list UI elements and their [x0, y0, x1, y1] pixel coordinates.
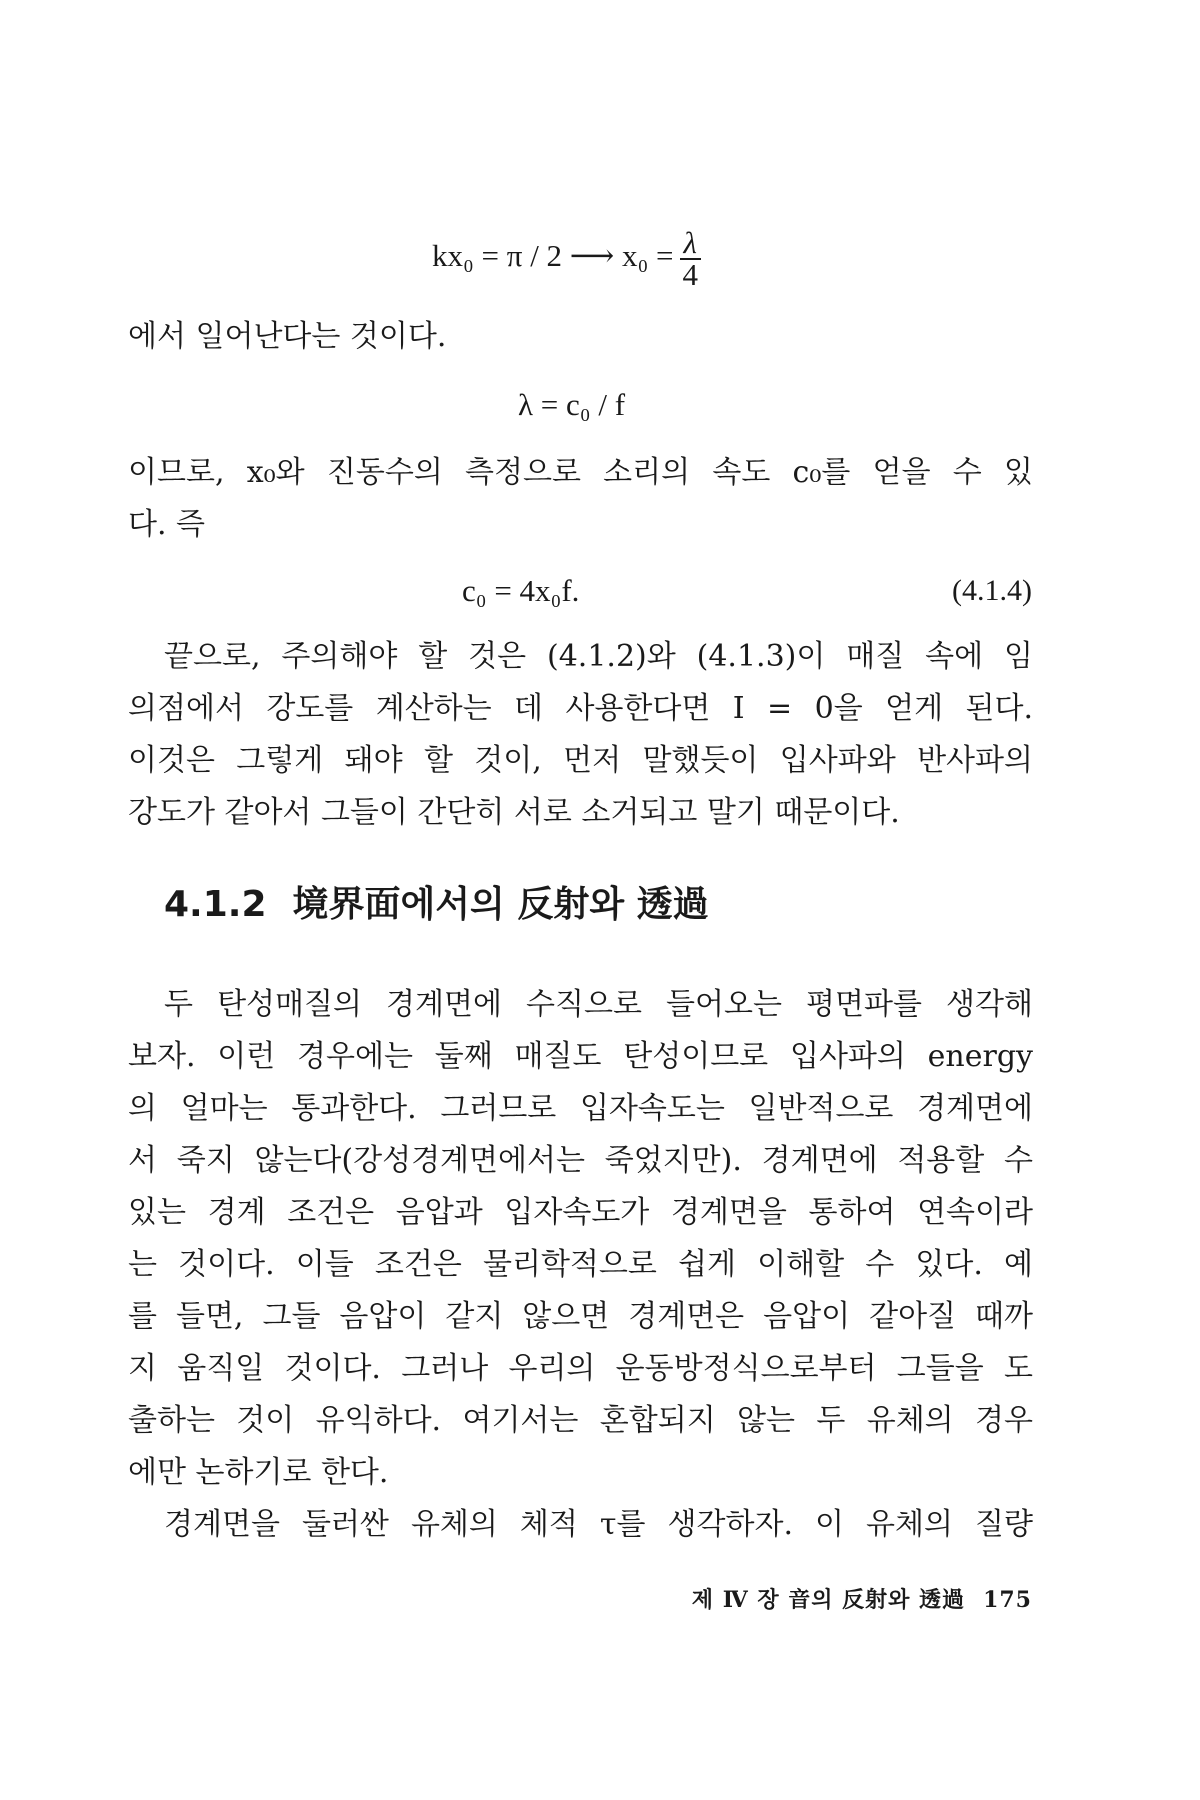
text-line: 이것은 그렇게 돼야 할 것이, 먼저 말했듯이 입사파와 반사파의 [128, 743, 1033, 778]
text-line: 에만 논하기로 한다. [128, 1455, 389, 1490]
equation-number: (4.1.4) [952, 574, 1032, 607]
text-line: 의점에서 강도를 계산하는 데 사용한다면 I = 0을 얻게 된다. [128, 691, 1033, 726]
text-line: 이므로, x₀와 진동수의 측정으로 소리의 속도 c₀를 얻을 수 있 [128, 455, 1033, 490]
fraction-numerator: λ [680, 228, 701, 260]
running-footer [692, 1585, 1032, 1615]
text-line: 경계면을 둘러싼 유체의 체적 τ를 생각하자. 이 유체의 질량 [164, 1507, 1033, 1542]
chapter-title: 제 Ⅳ 장 音의 反射와 透過 [691, 1587, 966, 1613]
section-heading [164, 882, 709, 928]
text-line: 는 것이다. 이들 조건은 물리학적으로 쉽게 이해할 수 있다. 예 [128, 1247, 1033, 1282]
fraction-denominator: 4 [682, 257, 699, 292]
fraction-lambda-over-4 [680, 225, 701, 292]
text-line: 지 움직일 것이다. 그러나 우리의 운동방정식으로부터 그들을 도 [128, 1351, 1033, 1386]
text-line: 강도가 같아서 그들이 간단히 서로 소거되고 말기 때문이다. [128, 795, 900, 830]
text-line: 다. 즉 [128, 507, 206, 542]
equation-kx0 [432, 225, 701, 292]
section-number: 4.1.2 [164, 884, 267, 925]
text-line: 보자. 이런 경우에는 둘째 매질도 탄성이므로 입사파의 energy [128, 1039, 1033, 1074]
section-title: 境界面에서의 反射와 透過 [292, 884, 709, 925]
text-line: 끝으로, 주의해야 할 것은 (4.1.2)와 (4.1.3)이 매질 속에 임 [164, 639, 1033, 674]
equation-kx0-left: kx₀ = π / 2 ⟶ x₀ = [432, 238, 674, 274]
page-number: 175 [983, 1587, 1032, 1613]
text-line: 서 죽지 않는다(강성경계면에서는 죽었지만). 경계면에 적용할 수 [128, 1143, 1033, 1178]
text-line: 를 들면, 그들 음압이 같지 않으면 경계면은 음압이 같아질 때까 [128, 1299, 1033, 1334]
equation-c0: c₀ = 4x₀f. [462, 573, 580, 608]
text-line: 두 탄성매질의 경계면에 수직으로 들어오는 평면파를 생각해 [164, 987, 1033, 1022]
text-line: 출하는 것이 유익하다. 여기서는 혼합되지 않는 두 유체의 경우 [128, 1403, 1033, 1438]
equation-lambda: λ = c₀ / f [518, 387, 626, 422]
text-line: 있는 경계 조건은 음압과 입자속도가 경계면을 통하여 연속이라 [128, 1195, 1033, 1230]
text-line: 의 얼마는 통과한다. 그러므로 입자속도는 일반적으로 경계면에 [128, 1091, 1033, 1126]
text-line: 에서 일어난다는 것이다. [128, 319, 447, 354]
